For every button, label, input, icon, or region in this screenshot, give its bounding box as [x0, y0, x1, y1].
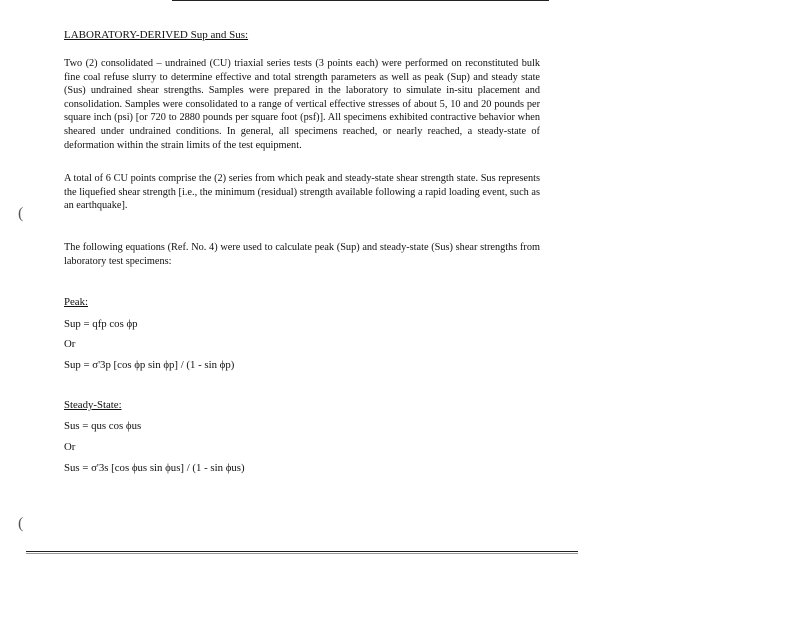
steady-state-equation-2: Sus = σ'3s [cos ϕus sin ϕus] / (1 - sin ϕus) [64, 462, 245, 474]
section-heading: LABORATORY-DERIVED Sup and Sus: [64, 29, 249, 41]
peak-or: Or [64, 338, 76, 350]
binder-hole-mark-upper: ( [18, 205, 24, 222]
peak-equation-1: Sup = qfp cos ϕp [64, 318, 138, 330]
steady-state-label: Steady-State: [64, 399, 122, 411]
bottom-rule-secondary [26, 553, 578, 554]
steady-state-or: Or [64, 441, 76, 453]
paragraph-equations-intro: The following equations (Ref. No. 4) were used to calculate peak (Sup) and steady-state (Sus) shear strengths from laboratory test specimens: [64, 242, 540, 267]
top-rule [172, 0, 549, 1]
binder-hole-mark-lower: ( [18, 515, 24, 532]
paragraph-total-points: A total of 6 CU points comprise the (2) series from which peak and steady-state shear strength state. Sus represents the liquefied shear strength [i.e., the minimum (residual) strength available following a rapid loading event, such as an earthquake]. [64, 173, 540, 212]
peak-label: Peak: [64, 296, 88, 308]
bottom-rule [26, 551, 578, 552]
paragraph-tests: Two (2) consolidated – undrained (CU) triaxial series tests (3 points each) were performed on reconstituted bulk fine coal refuse slurry to determine effective and total strength parameters as well as peak (Sup) and steady state (Sus) undrained shear strengths. Samples were prepared in the laboratory to simulate in-situ placement and consolidation. Samples were consolidated to a range of vertical effective stresses of about 5, 10 and 20 pounds per square inch (psi) [or 720 to 2880 pounds per square foot (psf)]. All specimens exhibited contractive behavior when sheared under undrained conditions. In general, all specimens reached, or nearly reached, a steady-state of deformation within the strain limits of the test equipment. [64, 58, 540, 151]
peak-equation-2: Sup = σ'3p [cos ϕp sin ϕp] / (1 - sin ϕp) [64, 359, 235, 371]
steady-state-equation-1: Sus = qus cos ϕus [64, 420, 142, 432]
